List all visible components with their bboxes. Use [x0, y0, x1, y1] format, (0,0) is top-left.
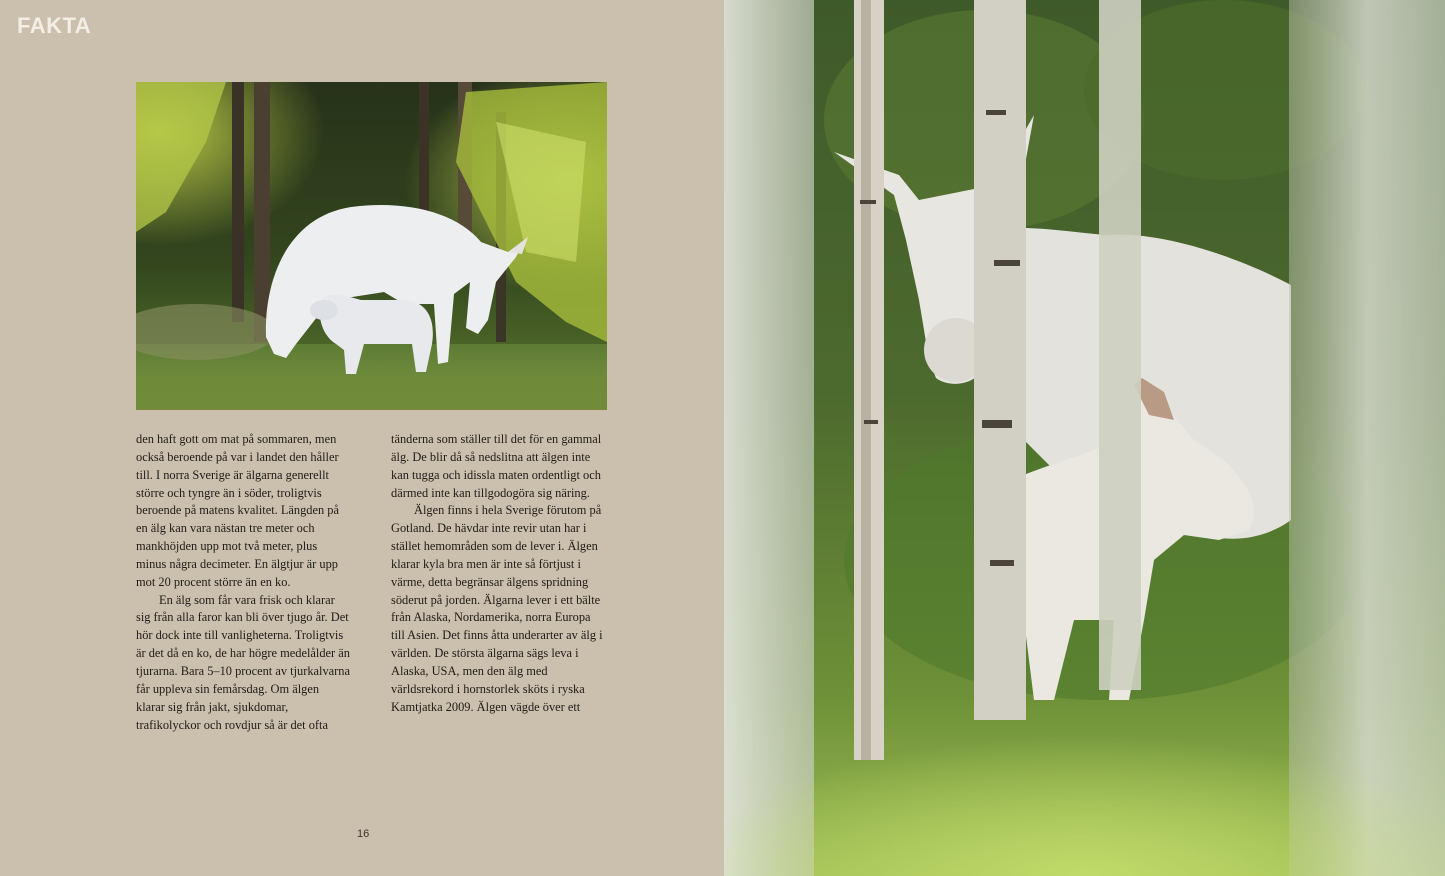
- paragraph: den haft gott om mat på sommaren, men också beroende på var i landet den håller till. I norra Sverige är älgarna generellt större och tyngre än i söder, troligtvis beroende på matens kvalitet. Längden på en älg kan vara nästan tre meter och mankhöjden upp mot två meter, plus minus några decimeter. En älgtjur är upp mot 20 procent större än en ko.: [136, 432, 339, 589]
- section-label: FAKTA: [17, 13, 92, 38]
- text-column-2: [391, 431, 605, 717]
- text-column-1: [136, 431, 350, 734]
- page-number: 16: [357, 828, 370, 840]
- paragraph: tänderna som ställer till det för en gammal älg. De blir då så nedslitna att älgen inte kan tugga och idissla maten ordentligt och därmed inte kan tillgodogöra sig näring.: [391, 432, 602, 500]
- photo-white-moose-birches: [724, 0, 1445, 876]
- paragraph: En älg som får vara frisk och klarar sig från alla faror kan bli över tjugo år. Det hör dock inte till vanligheterna. Troligtvis är det då en ko, de har högre medelålder än tjurarna. Bara 5–10 procent av tjurkalvarna får uppleva sin femårsdag. Om älgen klarar sig från jakt, sjukdomar, trafikolyckor och rovdjur så är det ofta: [136, 592, 350, 732]
- paragraph: Älgen finns i hela Sverige förutom på Gotland. De hävdar inte revir utan har i stället hemområden som de lever i. Älgen klarar kyla bra men är inte så förtjust i värme, detta begränsar älgens spridning söderut på jorden. Älgarna lever i ett bälte från Alaska, Nordamerika, norra Europa till Asien. Det finns åtta underarter av älg i världen. De största älgarna sägs leva i Alaska, USA, men den älg med världsrekord i hornstorlek sköts i ryska Kamtjatka 2009. Älgen vägde över ett: [391, 503, 603, 714]
- photo-white-moose-nursing: [136, 82, 607, 410]
